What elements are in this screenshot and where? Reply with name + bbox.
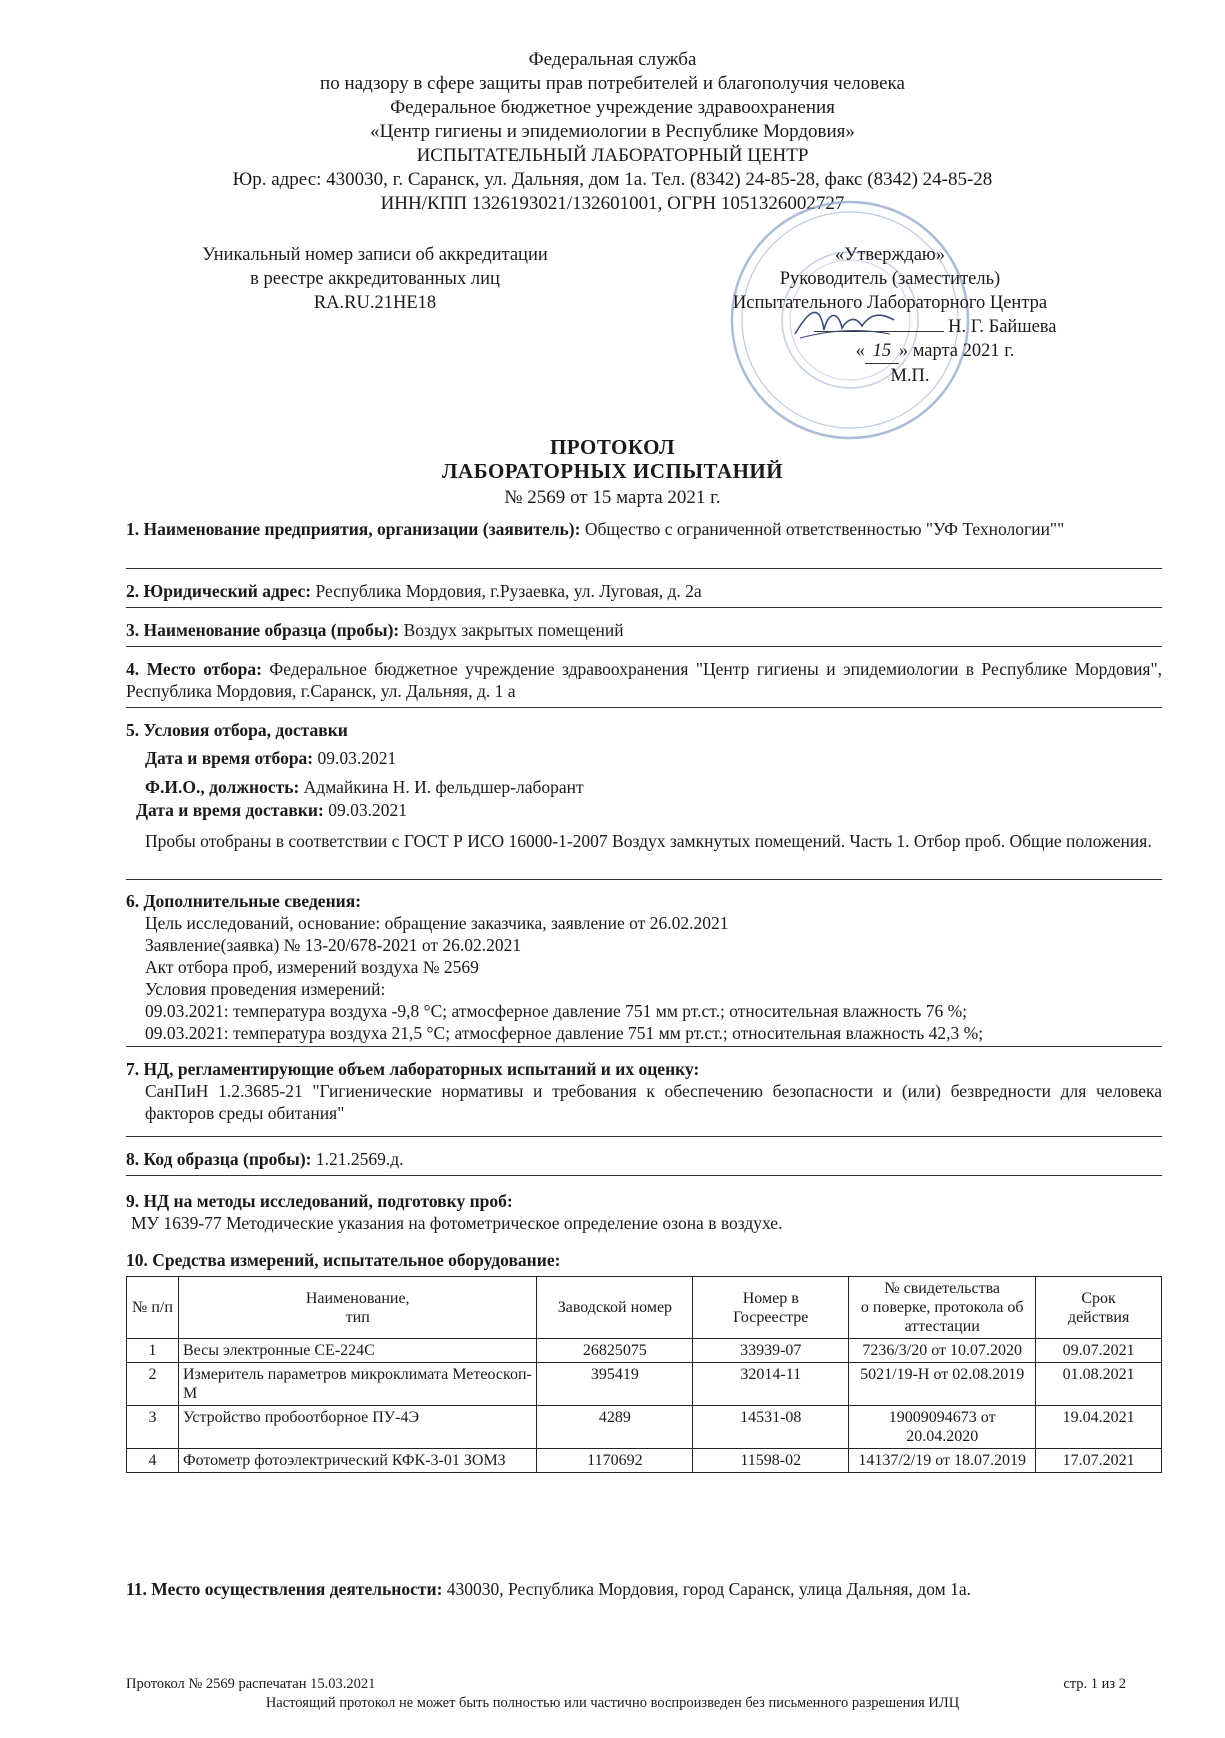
column-header: № п/п (127, 1277, 179, 1339)
sampler-name (145, 776, 1162, 798)
header-line: Федеральная служба (528, 49, 697, 70)
footer-printed: Протокол № 2569 распечатан 15.03.2021 (126, 1676, 376, 1692)
header-line: Федеральное бюджетное учреждение здравоохранения (390, 97, 835, 118)
section-2 (126, 580, 1162, 602)
divider (126, 879, 1162, 880)
table-cell: 19.04.2021 (1036, 1406, 1162, 1449)
field-value: 09.03.2021 (328, 800, 407, 820)
table-cell: 4 (127, 1449, 179, 1473)
table-cell: 4289 (537, 1406, 693, 1449)
protocol-title-line: ПРОТОКОЛ (549, 435, 676, 459)
section-value: 1.21.2569.д. (315, 1149, 404, 1169)
column-header: Срок действия (1036, 1277, 1162, 1339)
approval-date: « 15 » марта 2021 г. (700, 339, 1080, 364)
approval-mp: М.П. (890, 366, 930, 386)
column-header: Наименование, тип (178, 1277, 537, 1339)
section-label: 11. Место осуществления деятельности: (126, 1579, 443, 1599)
field-label: Дата и время доставки: (136, 800, 324, 820)
header-line: «Центр гигиены и эпидемиологии в Республике Мордовия» (370, 121, 855, 142)
table-cell: 26825075 (537, 1339, 693, 1363)
section-3 (126, 619, 1162, 641)
header-line: по надзору в сфере защиты прав потребителей и благополучия человека (320, 73, 905, 94)
table-cell: 11598-02 (693, 1449, 849, 1473)
page-number: стр. 1 из 2 (1063, 1676, 1126, 1692)
section-9 (126, 1190, 1162, 1234)
header-line: ИСПЫТАТЕЛЬНЫЙ ЛАБОРАТОРНЫЙ ЦЕНТР (416, 145, 809, 166)
section-value: 430030, Республика Мордовия, город Саранск, улица Дальняя, дом 1а. (446, 1579, 971, 1599)
approval-day: 15 (865, 339, 899, 364)
divider (126, 707, 1162, 708)
section-value: Общество с ограниченной ответственностью "УФ Технологии"" (584, 519, 1065, 539)
approval-position: Руководитель (заместитель) (779, 269, 1001, 289)
section-label: 4. Место отбора: (126, 659, 262, 679)
protocol-number (0, 487, 1225, 509)
section-5 (126, 719, 1162, 741)
field-label: Дата и время отбора: (145, 748, 314, 768)
table-row (127, 1339, 1162, 1363)
header-line: ИНН/КПП 1326193021/132601001, ОГРН 1051326002727 (380, 193, 845, 214)
table-cell: Весы электронные СЕ-224С (178, 1339, 537, 1363)
table-cell: 2 (127, 1363, 179, 1406)
section-label: 1. Наименование предприятия, организации (заявитель): (126, 519, 581, 539)
section-1 (126, 518, 1162, 540)
info-line: 09.03.2021: температура воздуха 21,5 °С; атмосферное давление 751 мм рт.ст.; относительная влажность 42,3 %; (145, 1023, 984, 1043)
divider (126, 607, 1162, 608)
divider (126, 1046, 1162, 1047)
accreditation-block (150, 243, 600, 315)
section-label: 5. Условия отбора, доставки (126, 720, 348, 740)
section-label: 2. Юридический адрес: (126, 581, 312, 601)
approval-title: «Утверждаю» (835, 245, 945, 265)
divider (126, 646, 1162, 647)
table-cell: 19009094673 от 20.04.2020 (849, 1406, 1036, 1449)
section-label: 9. НД на методы исследований, подготовку проб: (126, 1191, 513, 1211)
field-label: Ф.И.О., должность: (145, 777, 300, 797)
org-header (0, 48, 1225, 216)
accreditation-line: в реестре аккредитованных лиц (250, 269, 500, 289)
table-cell: Измеритель параметров микроклимата Метеоскоп-М (178, 1363, 537, 1406)
info-line: Заявление(заявка) № 13-20/678-2021 от 26.02.2021 (145, 935, 522, 955)
info-line: Акт отбора проб, измерений воздуха № 2569 (145, 957, 479, 977)
signature-icon (790, 300, 900, 344)
table-row (127, 1406, 1162, 1449)
additional-info (126, 912, 1162, 1044)
column-header: № свидетельства о поверке, протокола об аттестации (849, 1277, 1036, 1339)
sampling-date (145, 747, 1162, 769)
section-value: Федеральное бюджетное учреждение здравоохранения "Центр гигиены и эпидемиологии в Республике Мордовия", Республика Мордовия, г.Саранск, ул. Дальняя, д. 1 а (126, 659, 1162, 701)
table-row (127, 1363, 1162, 1406)
accreditation-line: Уникальный номер записи об аккредитации (202, 245, 548, 265)
section-label: 6. Дополнительные сведения: (126, 891, 362, 911)
section-value: МУ 1639-77 Методические указания на фотометрическое определение озона в воздухе. (131, 1213, 783, 1233)
section-6 (126, 890, 1162, 1044)
divider (126, 568, 1162, 569)
section-label: 7. НД, регламентирующие объем лабораторных испытаний и их оценку: (126, 1059, 700, 1079)
divider (126, 1175, 1162, 1176)
table-row (127, 1449, 1162, 1473)
info-line: 09.03.2021: температура воздуха -9,8 °С; атмосферное давление 751 мм рт.ст.; относительная влажность 76 %; (145, 1001, 968, 1021)
header-line: Юр. адрес: 430030, г. Саранск, ул. Дальняя, дом 1а. Тел. (8342) 24-85-28, факс (8342) 24-85-28 (232, 169, 993, 190)
field-value: 09.03.2021 (317, 748, 397, 768)
section-value: СанПиН 1.2.3685-21 "Гигиенические нормативы и требования к обеспечению безопасности и (или) безвредности для человека факторов среды обитания" (145, 1081, 1162, 1123)
table-cell: 14137/2/19 от 18.07.2019 (849, 1449, 1036, 1473)
protocol-title-line: ЛАБОРАТОРНЫХ ИСПЫТАНИЙ (441, 459, 784, 483)
column-header: Номер в Госреестре (693, 1277, 849, 1339)
protocol-number-label: № 2569 (504, 487, 566, 508)
delivery-date (136, 799, 1162, 821)
section-label: 3. Наименование образца (пробы): (126, 620, 400, 640)
footer-line (126, 1676, 1162, 1693)
protocol-date-label: от 15 марта 2021 г. (570, 487, 721, 508)
table-cell: 14531-08 (693, 1406, 849, 1449)
info-line: Цель исследований, основание: обращение заказчика, заявление от 26.02.2021 (145, 913, 729, 933)
table-cell: 17.07.2021 (1036, 1449, 1162, 1473)
section-11 (126, 1578, 1162, 1600)
table-cell: 33939-07 (693, 1339, 849, 1363)
table-cell: Устройство пробоотборное ПУ-4Э (178, 1406, 537, 1449)
sampling-note: Пробы отобраны в соответствии с ГОСТ Р ИСО 16000-1-2007 Воздух замкнутых помещений. Часть 1. Отбор проб. Общие положения. (145, 831, 1152, 851)
table-header-row (127, 1277, 1162, 1339)
section-value: Республика Мордовия, г.Рузаевка, ул. Луговая, д. 2а (315, 581, 702, 601)
table-cell: 3 (127, 1406, 179, 1449)
section-8 (126, 1148, 1162, 1170)
section-label: 10. Средства измерений, испытательное оборудование: (126, 1250, 561, 1270)
approver-name: Н. Г. Байшева (948, 317, 1057, 337)
table-cell: 395419 (537, 1363, 693, 1406)
table-cell: Фотометр фотоэлектрический КФК-3-01 ЗОМЗ (178, 1449, 537, 1473)
section-4 (126, 658, 1162, 702)
section-value: Воздух закрытых помещений (403, 620, 624, 640)
table-cell: 1 (127, 1339, 179, 1363)
table-cell: 5021/19-Н от 02.08.2019 (849, 1363, 1036, 1406)
field-value: Адмайкина Н. И. фельдшер-лаборант (303, 777, 584, 797)
table-cell: 32014-11 (693, 1363, 849, 1406)
divider (126, 1136, 1162, 1137)
table-cell: 01.08.2021 (1036, 1363, 1162, 1406)
section-10 (126, 1249, 1162, 1271)
footer-disclaimer: Настоящий протокол не может быть полностью или частично воспроизведен без письменного разрешения ИЛЦ (265, 1695, 960, 1711)
approval-date-rest: марта 2021 г. (912, 341, 1015, 361)
protocol-title (0, 435, 1225, 483)
table-cell: 09.07.2021 (1036, 1339, 1162, 1363)
approval-position: Испытательного Лабораторного Центра (732, 293, 1048, 313)
column-header: Заводской номер (537, 1277, 693, 1339)
accreditation-number: RA.RU.21НЕ18 (313, 293, 437, 313)
table-cell: 7236/3/20 от 10.07.2020 (849, 1339, 1036, 1363)
info-line: Условия проведения измерений: (145, 979, 386, 999)
section-7 (126, 1058, 1162, 1124)
equipment-table (126, 1276, 1162, 1473)
section-label: 8. Код образца (пробы): (126, 1149, 312, 1169)
table-cell: 1170692 (537, 1449, 693, 1473)
